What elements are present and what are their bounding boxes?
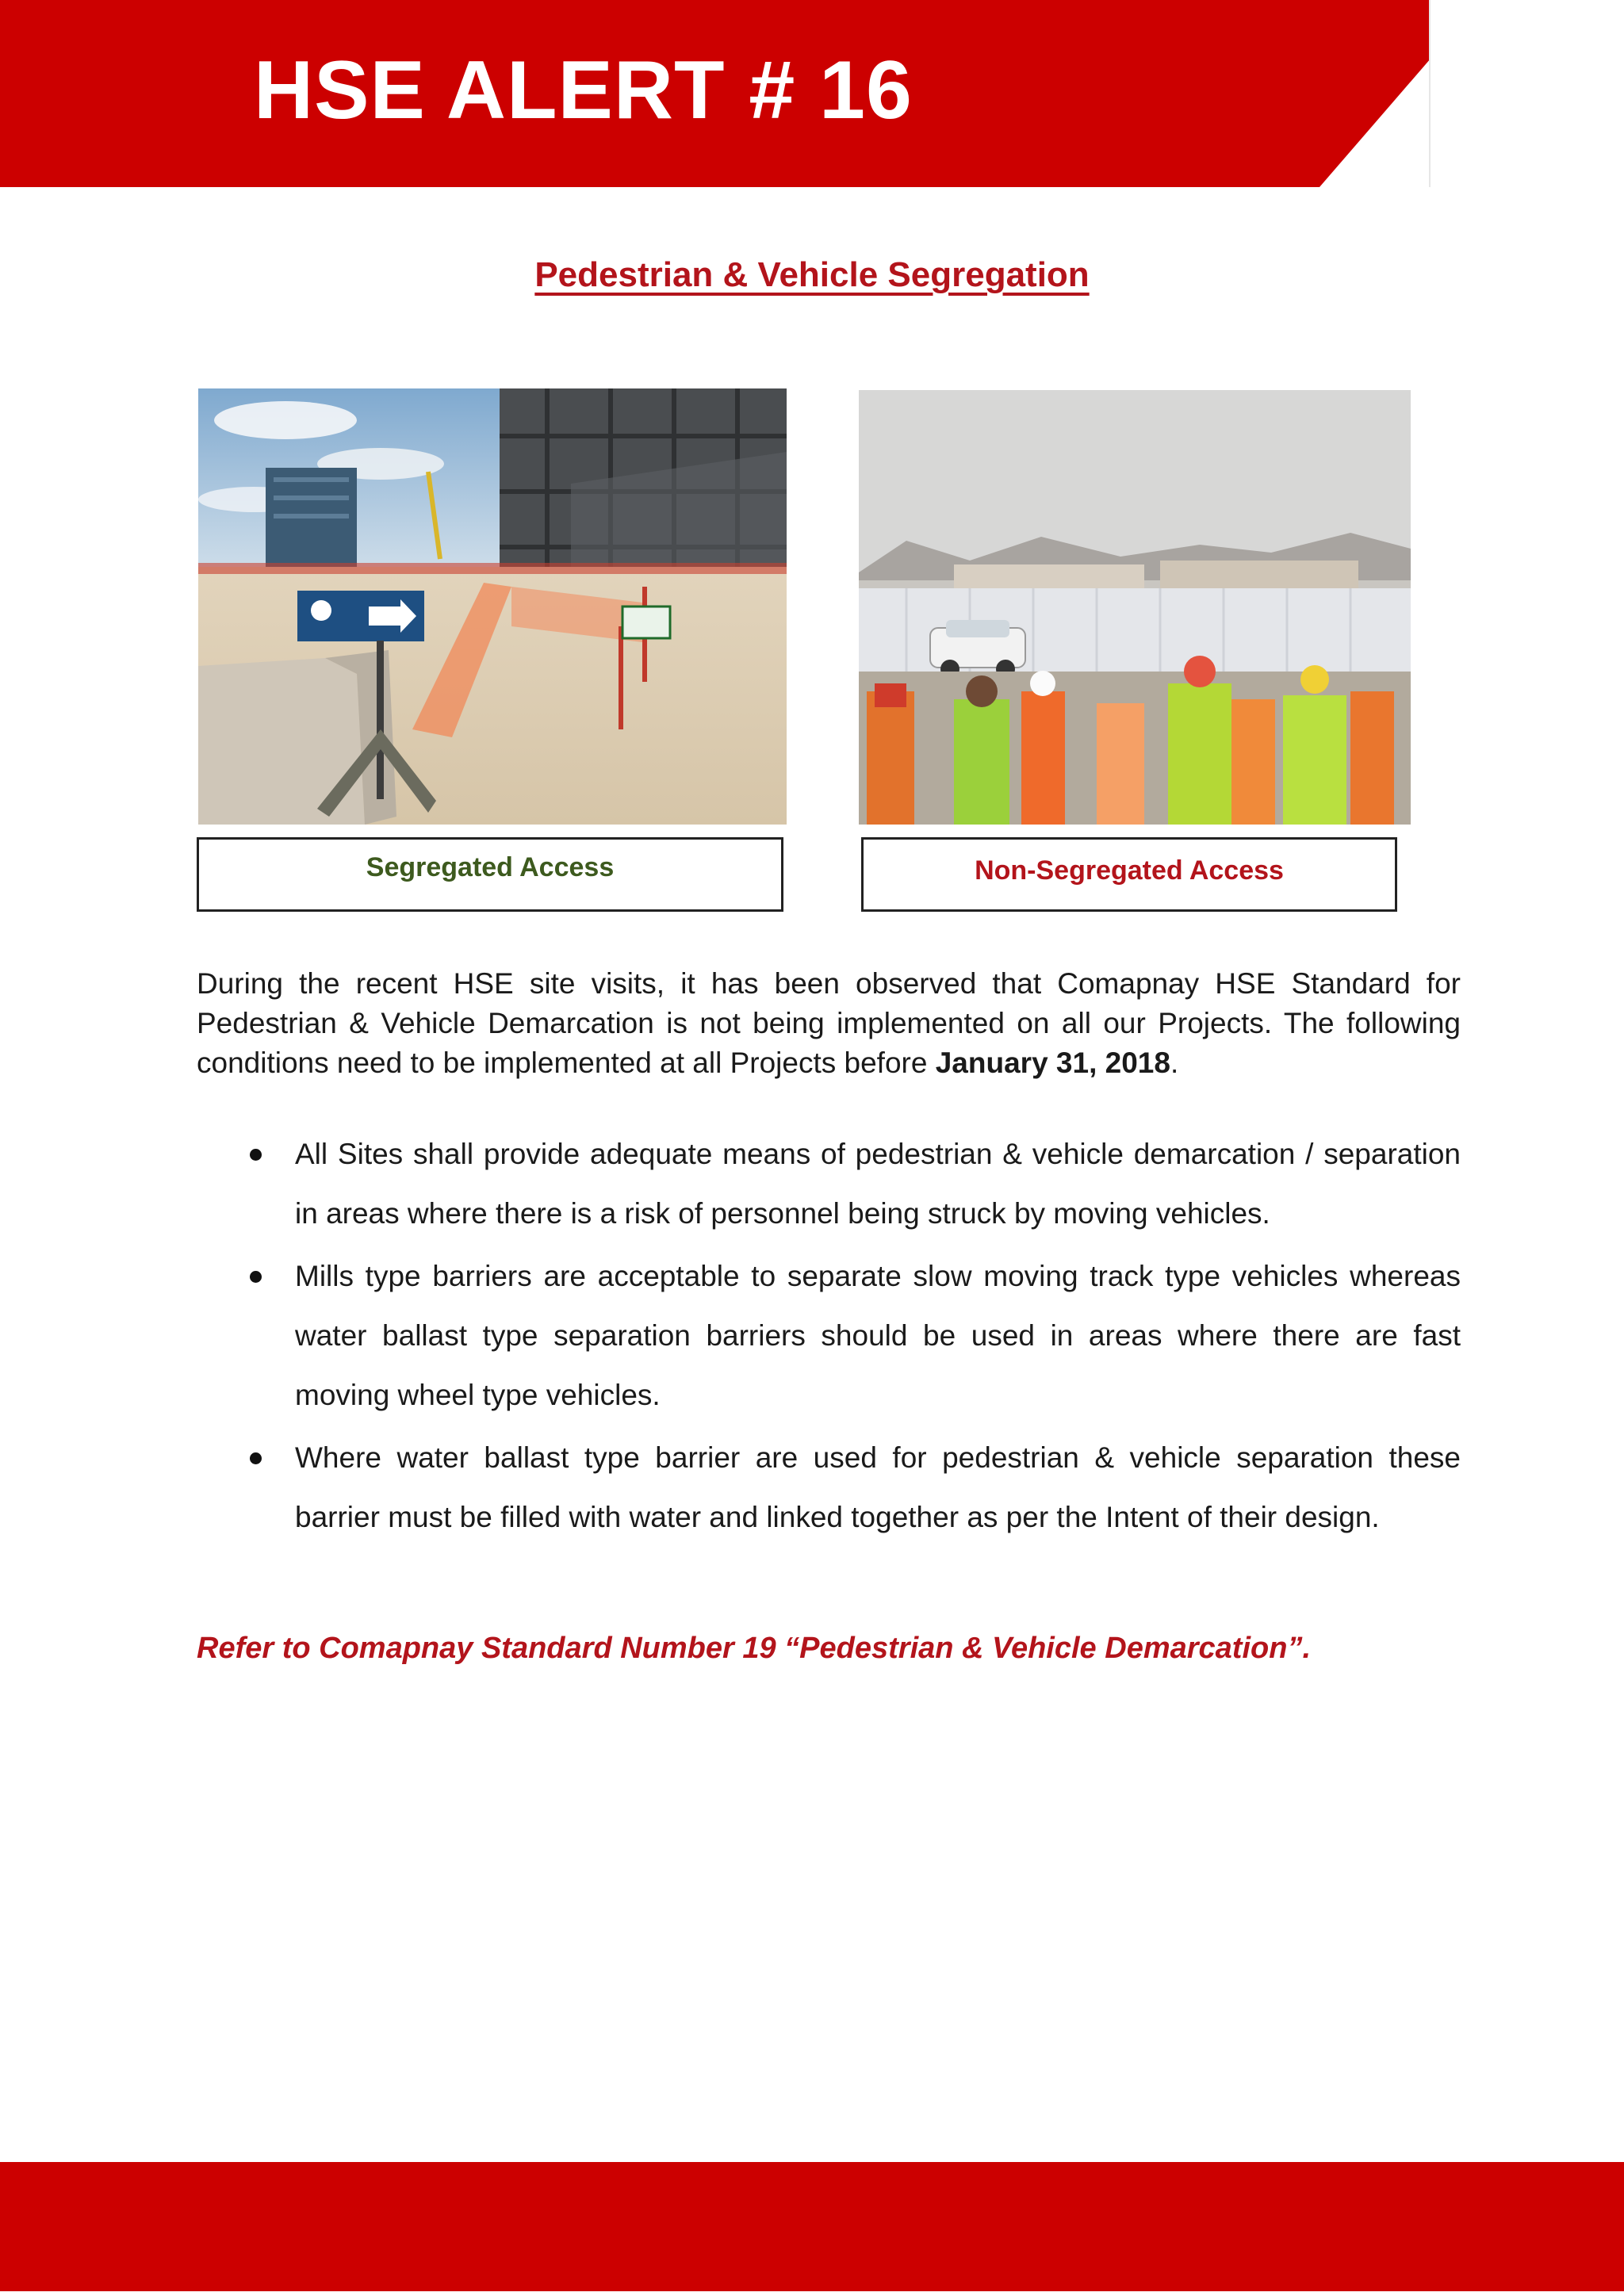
- list-item: [197, 1246, 1461, 1425]
- conditions-list: [197, 1124, 1461, 1550]
- deadline-date: January 31, 2018: [935, 1047, 1170, 1079]
- segregated-access-photo: [198, 388, 787, 825]
- alert-title: HSE ALERT # 16: [254, 44, 913, 136]
- intro-end: .: [1170, 1047, 1179, 1079]
- intro-paragraph: [197, 964, 1461, 1083]
- list-item: [197, 1428, 1461, 1547]
- non-segregated-access-photo: [859, 390, 1411, 825]
- list-item: [197, 1124, 1461, 1243]
- segregated-access-caption: Segregated Access: [197, 837, 783, 912]
- bullet-icon: [250, 1271, 262, 1283]
- standard-reference: Refer to Comapnay Standard Number 19 “Pedestrian & Vehicle Demarcation”.: [197, 1632, 1311, 1665]
- bullet-icon: [250, 1149, 262, 1161]
- list-item-text: Mills type barriers are acceptable to separate slow moving track type vehicles whereas water ballast type separation barriers should be used in areas where there are fast moving wheel type vehicles.: [295, 1260, 1461, 1411]
- bullet-icon: [250, 1452, 262, 1464]
- list-item-text: Where water ballast type barrier are used for pedestrian & vehicle separation these barrier must be filled with water and linked together as per the Intent of their design.: [295, 1441, 1461, 1533]
- list-item-text: All Sites shall provide adequate means of pedestrian & vehicle demarcation / separation in areas where there is a risk of personnel being struck by moving vehicles.: [295, 1138, 1461, 1230]
- footer-banner: [0, 2162, 1624, 2291]
- header-divider: [1429, 0, 1431, 187]
- non-segregated-access-caption: Non-Segregated Access: [861, 837, 1397, 912]
- page-subtitle: Pedestrian & Vehicle Segregation: [534, 255, 1090, 294]
- header-banner: [0, 0, 1431, 187]
- intro-text: During the recent HSE site visits, it has been observed that Comapnay HSE Standard for Pedestrian & Vehicle Demarcation is not being implemented on all our Projects. The following conditions need to be implemented at all Projects before: [197, 967, 1461, 1079]
